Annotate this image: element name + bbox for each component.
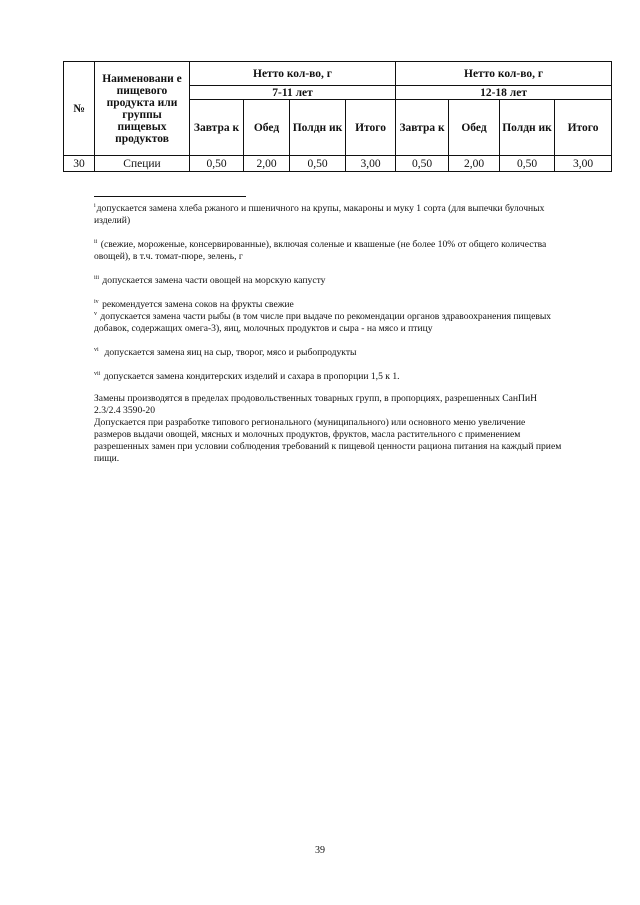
- table-row: [64, 156, 612, 172]
- footnote-item: [94, 347, 564, 359]
- table-cell: 0,50: [396, 156, 449, 172]
- footnote-item: [94, 311, 564, 335]
- allowance-note: Допускается при разработке типового регионального (муниципального) или основного меню увеличение размеров выдачи овощей, мясных и молочных продуктов, фруктов, масла растительного с применением разрешенных замен при условии соблюдения требований к пищевой ценности рациона питания на каждый прием пищи.: [94, 417, 562, 464]
- footnote-text: допускается замена кондитерских изделий и сахара в пропорции 1,5 к 1.: [103, 371, 400, 382]
- footnote-item: [94, 371, 564, 383]
- footnote-text: допускается замена части рыбы (в том числе при выдаче по рекомендации органов здравоохранения пищевых добавок, содержащих омега-3), яиц, молочных продуктов и сыра - на мясо и птицу: [94, 311, 552, 334]
- footnote-item: [94, 275, 564, 287]
- footnote-text: допускается замена яиц на сыр, творог, мясо и рыбопродукты: [104, 347, 357, 358]
- footnotes-section: [94, 196, 564, 465]
- header-group2-age: 12-18 лет: [396, 86, 612, 100]
- footnote-text: допускается замена хлеба ржаного и пшеничного на крупы, макароны и муку 1 сорта (для выпечки булочных изделий): [94, 203, 545, 226]
- footnote-item: [94, 239, 564, 263]
- row-number: 30: [64, 156, 95, 172]
- table-cell: 0,50: [500, 156, 555, 172]
- header-col-total: Итого: [346, 100, 396, 156]
- footnote-text: (свежие, мороженые, консервированные), включая соленые и квашеные (не более 10% от общего количества овощей), в т.ч. томат-пюре, зелень, г: [94, 239, 547, 262]
- footnote-mark: iv: [94, 298, 99, 305]
- header-col-lunch: Обед: [449, 100, 500, 156]
- footnote-separator: [94, 196, 246, 197]
- page-number: 39: [315, 845, 325, 856]
- header-col-snack: Полдн ик: [500, 100, 555, 156]
- header-product-name: Наименовани е пищевого продукта или группы пищевых продуктов: [95, 62, 190, 156]
- footnote-mark: iii: [94, 274, 100, 281]
- footnote-text: рекомендуется замена соков на фрукты свежие: [102, 299, 294, 310]
- table-cell: 2,00: [244, 156, 290, 172]
- footnote-mark: v: [94, 310, 97, 317]
- header-group2-title: Нетто кол-во, г: [396, 62, 612, 86]
- header-group1-title: Нетто кол-во, г: [190, 62, 396, 86]
- nutrition-table: [63, 61, 612, 172]
- footnote-mark: vii: [94, 370, 101, 377]
- table-cell: 2,00: [449, 156, 500, 172]
- table-cell: 0,50: [190, 156, 244, 172]
- substitution-note: Замены производятся в пределах продовольственных товарных групп, в пропорциях, разрешенных СанПиН 2.3/2.4 3590-20: [94, 393, 538, 416]
- header-group1-age: 7-11 лет: [190, 86, 396, 100]
- header-col-lunch: Обед: [244, 100, 290, 156]
- footnote-item: [94, 203, 564, 227]
- footnote-text: допускается замена части овощей на морскую капусту: [102, 275, 326, 286]
- footnote-item: [94, 299, 564, 311]
- table-cell: 3,00: [346, 156, 396, 172]
- table-cell: 0,50: [290, 156, 346, 172]
- footnote-mark: ii: [94, 238, 98, 245]
- header-col-breakfast: Завтра к: [190, 100, 244, 156]
- footnote-mark: i: [94, 202, 96, 209]
- header-col-total: Итого: [555, 100, 612, 156]
- header-number: №: [64, 62, 95, 156]
- table-cell: 3,00: [555, 156, 612, 172]
- footnote-mark: vi: [94, 346, 99, 353]
- header-col-snack: Полдн ик: [290, 100, 346, 156]
- row-product-name: Специи: [95, 156, 190, 172]
- header-col-breakfast: Завтра к: [396, 100, 449, 156]
